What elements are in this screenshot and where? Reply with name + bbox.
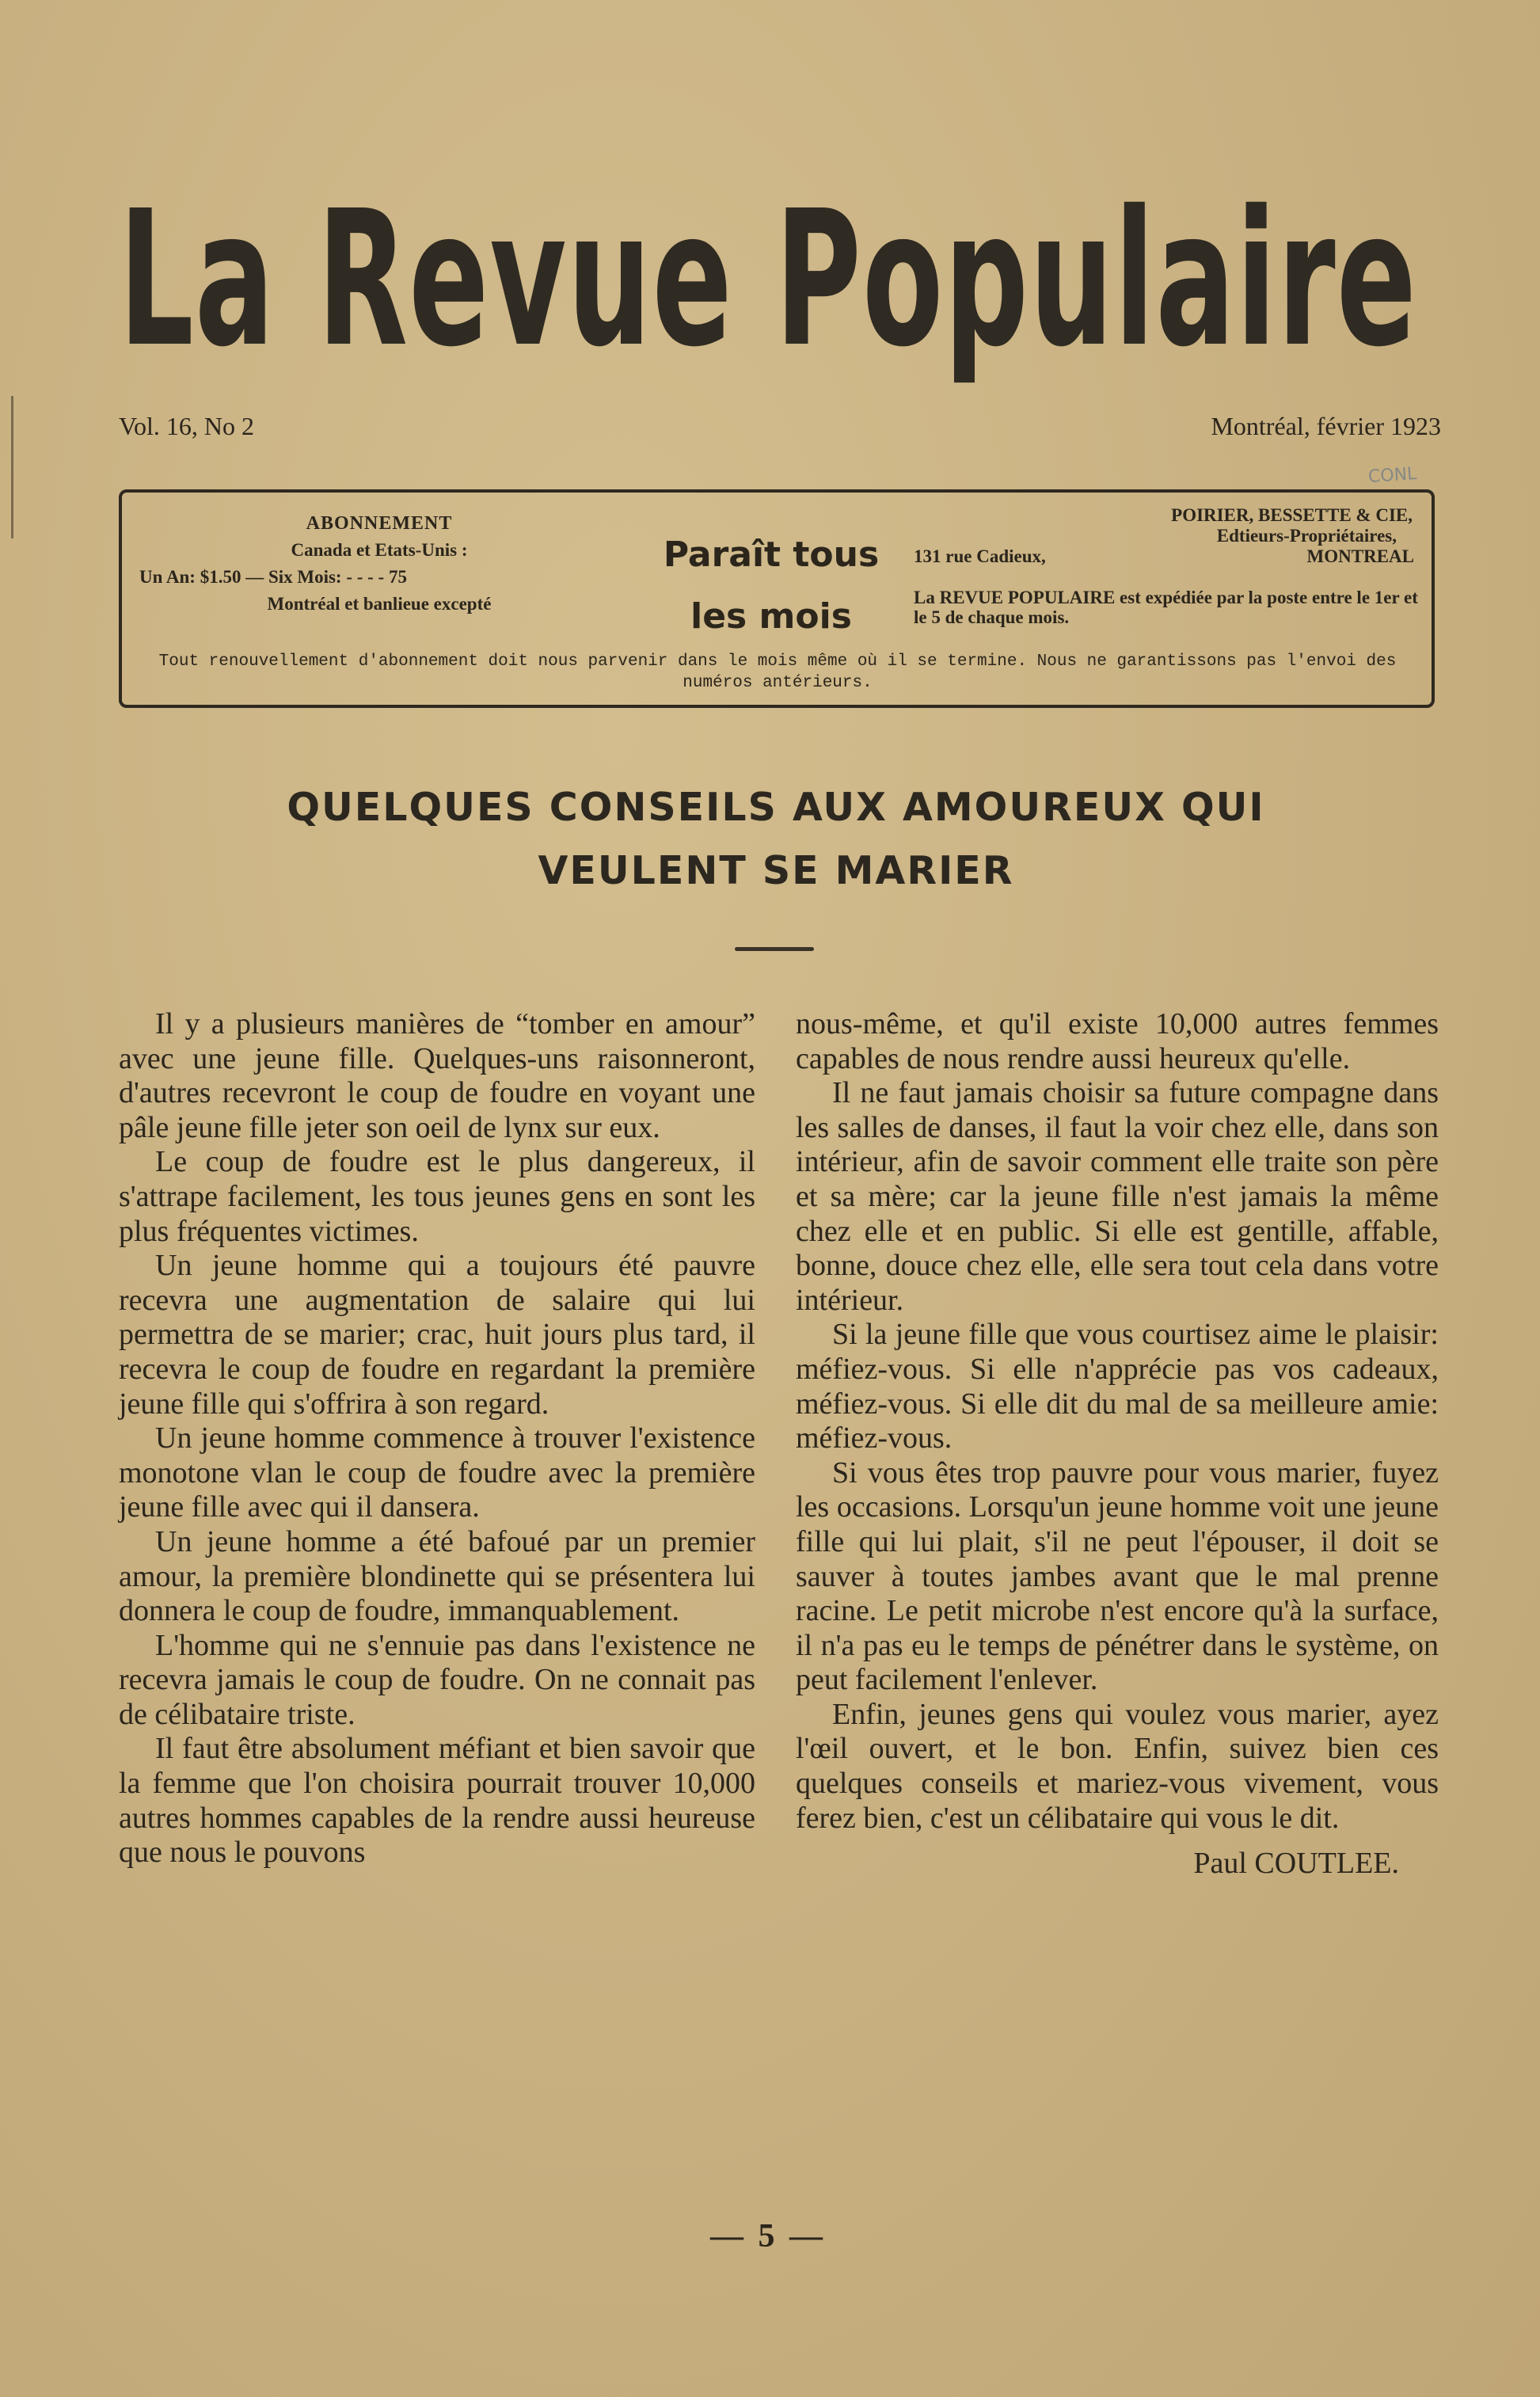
paragraph: Il faut être absolument méfiant et bien savoir que la femme que l'on choisira pourrait trouver 10,000 autres hommes capables de la rendre aussi heureuse que nous le pouvons (119, 1732, 755, 1870)
library-stamp: CONL (1367, 463, 1418, 488)
paragraph: Il y a plusieurs manières de “tomber en amour” avec une jeune fille. Quelques-uns raisonneront, d'autres recevront le coup de foudre en voyant une pâle jeune fille jeter son oeil de lynx sur eux. (119, 1007, 755, 1144)
publisher-role: Edtieurs-Propriétaires, (1216, 526, 1397, 546)
issue-date: Montréal, février 1923 (1211, 412, 1441, 440)
paragraph: Un jeune homme qui a toujours été pauvre recevra une augmentation de salaire qui lui permettra de se marier; crac, huit jours plus tard, il recevra le coup de foudre en regardant la première jeune fille qui s'offrira à son regard. (119, 1249, 755, 1421)
paragraph: L'homme qui ne s'ennuie pas dans l'existence ne recevra jamais le coup de foudre. On ne connait pas de célibataire triste. (119, 1628, 755, 1731)
publisher-name: POIRIER, BESSETTE & CIE, (1171, 505, 1413, 525)
publisher-info (914, 505, 1420, 627)
paragraph: Le coup de foudre est le plus dangereux, il s'attrape facilement, les tous jeunes gens en sont les plus fréquentes victimes. (119, 1145, 755, 1248)
renewal-notice: Tout renouvellement d'abonnement doit nous parvenir dans le mois même où il se termine. Nous ne garantissons pas l'envoi des numéros antérieurs. (158, 653, 1397, 692)
paragraph: Enfin, jeunes gens qui voulez vous marier, ayez l'œil ouvert, et le bon. Enfin, suivez bien ces quelques conseils et mariez-vous vivement, vous ferez bien, c'est un célibataire qui vous le dit. (796, 1697, 1439, 1835)
paragraph-continuation: nous-même, et qu'il existe 10,000 autres femmes capables de nous rendre aussi heureux qu'elle. (796, 1007, 1439, 1075)
paragraph: Un jeune homme a été bafoué par un premier amour, la première blondinette qui se présentera lui donnera le coup de foudre, immanquablement. (119, 1524, 755, 1628)
subscription-heading: ABONNEMENT (306, 513, 453, 534)
title-divider (735, 947, 814, 951)
article-column-right (796, 1007, 1439, 1881)
publisher-address-row (914, 546, 1420, 567)
subscription-region: Canada et Etats-Unis : (291, 540, 468, 560)
page-binding-edge (0, 396, 13, 538)
article-title-line-2: VEULENT SE MARIER (538, 848, 1014, 893)
article-title (119, 776, 1433, 903)
frequency-line-1: Paraît tous (663, 535, 880, 575)
paragraph: Un jeune homme commence à trouver l'existence monotone vlan le coup de foudre avec la première jeune fille avec qui il dansera. (119, 1421, 755, 1524)
paragraph: Si vous êtes trop pauvre pour vous marier, fuyez les occasions. Lorsqu'un jeune homme voit une jeune fille qui lui plait, s'il ne peut l'épouser, il doit se sauver à toutes jambes avant que le mal prenne racine. Le petit microbe n'est encore qu'à la surface, il n'a pas eu le temps de pénétrer dans le système, on peut facilement l'enlever. (796, 1455, 1439, 1697)
mailing-notice: La REVUE POPULAIRE est expédiée par la poste entre le 1er et le 5 de chaque mois. (914, 588, 1418, 627)
subscription-box (119, 489, 1435, 708)
subscription-exception: Montréal et banlieue excepté (267, 594, 492, 614)
paragraph: Si la jeune fille que vous courtisez aime le plaisir: méfiez-vous. Si elle n'apprécie pas vos cadeaux, méfiez-vous. Si elle dit du mal de sa meilleure amie: méfiez-vous. (796, 1318, 1439, 1455)
publication-frequency (637, 524, 906, 648)
author-signature: Paul COUTLEE. (1193, 1847, 1399, 1881)
frequency-line-2: les mois (690, 596, 852, 637)
publisher-address: 131 rue Cadieux, (914, 546, 1046, 566)
page-number: — 5 — (710, 2218, 826, 2254)
article-title-line-1: QUELQUES CONSEILS AUX AMOUREUX QUI (287, 785, 1265, 830)
article-column-left (119, 1007, 755, 1870)
publisher-city: MONTREAL (1306, 546, 1414, 566)
masthead-title: La Revue Populaire (119, 170, 1418, 388)
subscription-info (138, 510, 621, 618)
volume-number: Vol. 16, No 2 (119, 412, 254, 440)
subscription-rates: Un An: $1.50 — Six Mois: - - - - 75 (139, 567, 407, 587)
paragraph: Il ne faut jamais choisir sa future compagne dans les salles de danses, il faut la voir chez elle, dans son intérieur, afin de savoir comment elle traite son père et sa mère; car la jeune fille n'est jamais la même chez elle et en public. Si elle est gentille, affable, bonne, douce chez elle, elle sera tout cela dans votre intérieur. (796, 1076, 1439, 1317)
